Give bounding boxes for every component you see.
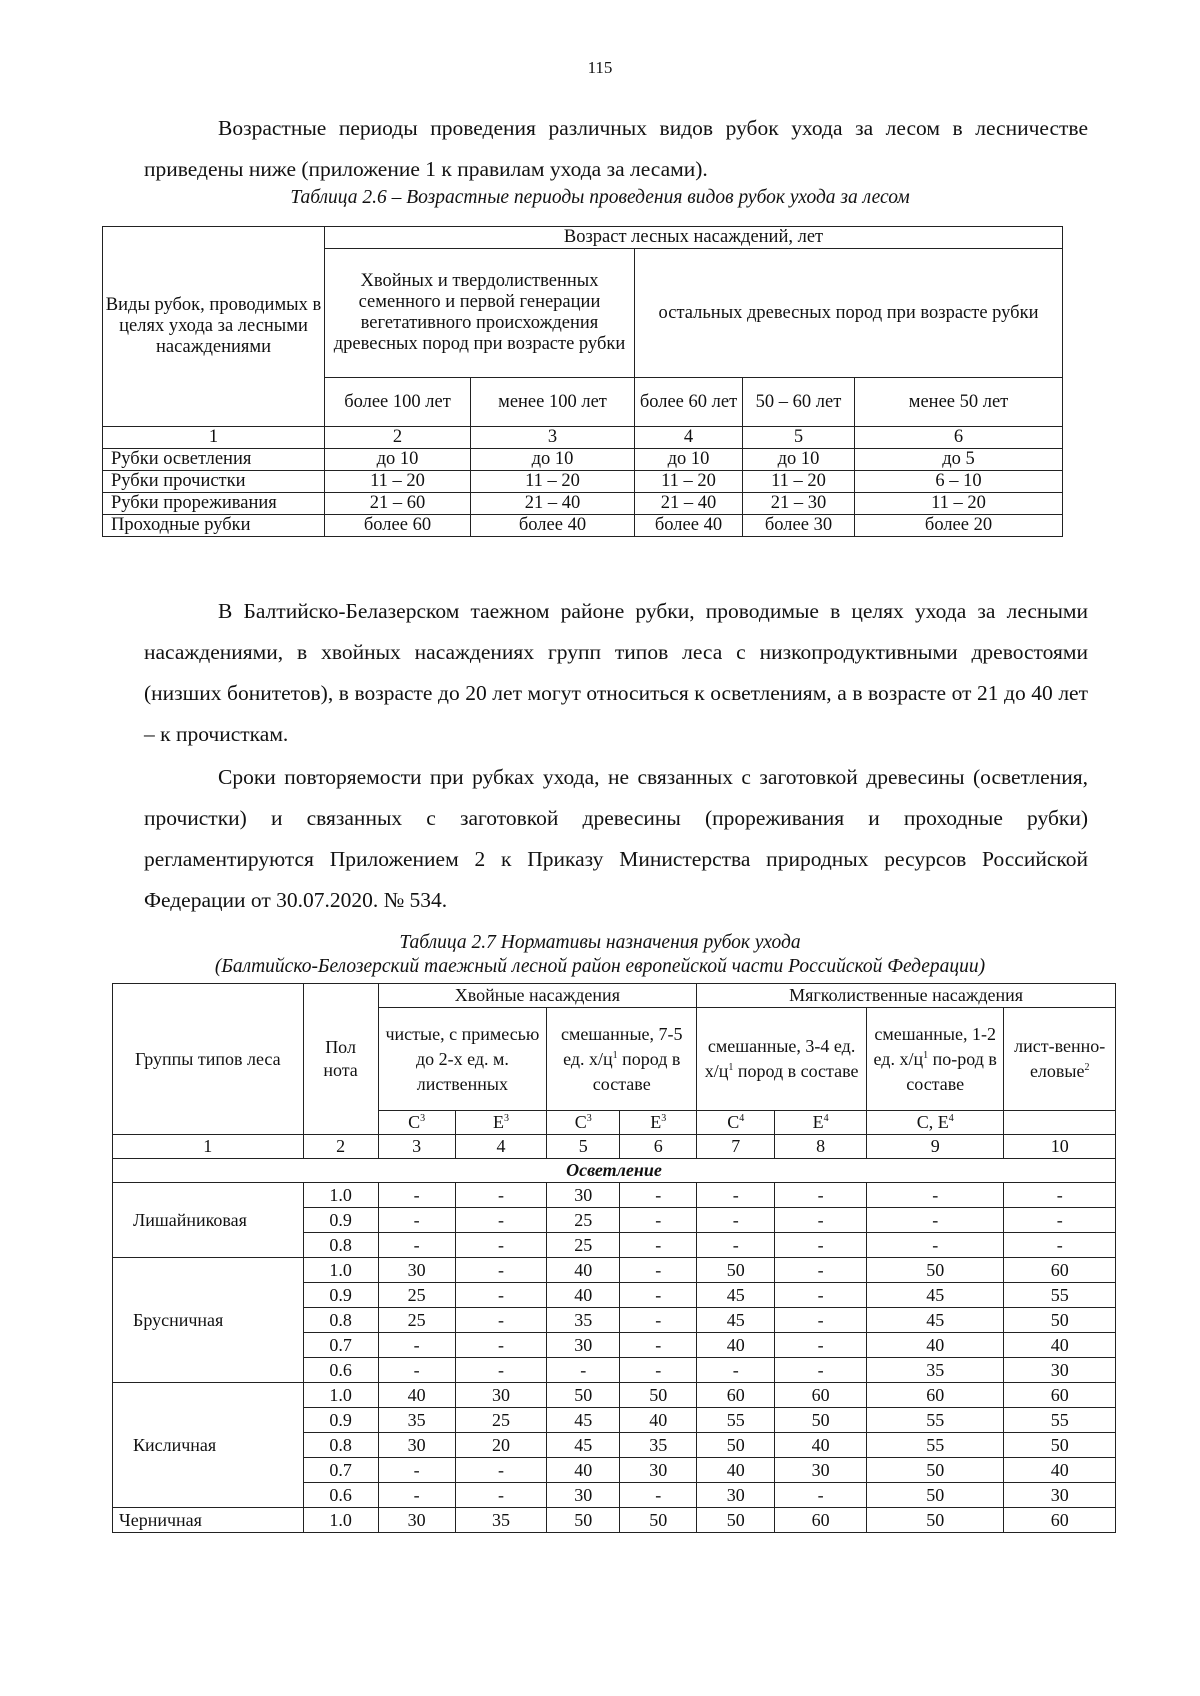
superscript: 3	[586, 1113, 592, 1124]
t27-sub-mixed-1-2-text: смешанные, 1-2 ед. х/ц	[873, 1023, 996, 1069]
t27-density: 1.0	[303, 1258, 378, 1283]
t26-cell: 11 – 20	[855, 493, 1063, 515]
t27-col-number: 9	[866, 1135, 1003, 1159]
t26-cell: 11 – 20	[325, 471, 471, 493]
t27-cell: -	[620, 1183, 697, 1208]
t27-cell: 55	[1004, 1408, 1116, 1433]
t27-cell: -	[620, 1308, 697, 1333]
t27-col-number: 4	[455, 1135, 547, 1159]
table-row	[103, 493, 1063, 515]
t27-cell: 25	[547, 1208, 620, 1233]
t27-density: 0.9	[303, 1283, 378, 1308]
t27-cell: -	[378, 1208, 455, 1233]
t27-cell: -	[1004, 1208, 1116, 1233]
t27-cell: 50	[697, 1433, 775, 1458]
t27-col-number: 10	[1004, 1135, 1116, 1159]
t27-cell: -	[378, 1183, 455, 1208]
superscript: 3	[503, 1113, 509, 1124]
t27-cell: -	[378, 1333, 455, 1358]
t27-cell: 30	[547, 1183, 620, 1208]
t27-cell: 25	[547, 1233, 620, 1258]
t27-cell: 45	[547, 1408, 620, 1433]
t27-cell: 35	[866, 1358, 1003, 1383]
region-text: В Балтийско-Белазерском таежном районе рубки, проводимые в целях ухода за лесными насаждениями, в хвойных насаждениях групп типов леса с низкопродуктивными древостоями (низших бонитетов), в возрасте до 20 лет могут относиться к осветлениям, а в возрасте от 21 до 40 лет – к прочисткам.	[144, 599, 1088, 746]
t27-cell: 45	[547, 1433, 620, 1458]
t27-group-name: Брусничная	[113, 1258, 304, 1383]
t27-cell: -	[775, 1283, 867, 1308]
superscript: 4	[823, 1113, 829, 1124]
t27-cell: 20	[455, 1433, 547, 1458]
t26-cell: 21 – 40	[635, 493, 743, 515]
t27-cell: -	[866, 1233, 1003, 1258]
code-letter: Е	[650, 1112, 662, 1132]
t27-sub-mixed-3-4-text: смешанные, 3-4 ед. х/ц	[704, 1036, 856, 1081]
t27-cell: 30	[547, 1483, 620, 1508]
t26-col-number: 3	[471, 427, 635, 449]
t27-cell: -	[455, 1483, 547, 1508]
t27-cell: -	[455, 1258, 547, 1283]
t27-cell: 40	[697, 1333, 775, 1358]
table-row	[113, 1258, 1116, 1283]
t27-cell: -	[378, 1233, 455, 1258]
t27-cell: 25	[378, 1308, 455, 1333]
t26-row-name: Проходные рубки	[103, 515, 325, 537]
t27-density: 0.8	[303, 1233, 378, 1258]
t27-density: 0.7	[303, 1333, 378, 1358]
t26-col-numbers	[103, 427, 1063, 449]
table-row	[113, 1508, 1116, 1533]
t27-cell: 40	[547, 1458, 620, 1483]
t26-header-age: Возраст лесных насаждений, лет	[325, 227, 1063, 249]
superscript: 1	[923, 1049, 929, 1061]
t27-cell: 45	[866, 1308, 1003, 1333]
t26-header-conifer: Хвойных и твердолиственных семенного и первой генерации вегетативного происхождения древесных пород при возрасте рубки	[325, 249, 635, 378]
t27-cell: 30	[1004, 1358, 1116, 1383]
t27-cell: 45	[697, 1283, 775, 1308]
t27-sub-pure: чистые, с примесью до 2-х ед. м. лиственных	[378, 1008, 547, 1111]
t27-cell: -	[697, 1183, 775, 1208]
t27-cell: -	[775, 1233, 867, 1258]
t26-cell: 6 – 10	[855, 471, 1063, 493]
t27-cell: -	[620, 1258, 697, 1283]
t27-section-title: Осветление	[113, 1159, 1116, 1183]
t27-cell: -	[775, 1208, 867, 1233]
t27-cell: -	[455, 1208, 547, 1233]
t27-sub-mixed-1-2	[866, 1008, 1003, 1111]
t26-sub-header: более 100 лет	[325, 378, 471, 427]
t27-sub-mixed-3-4-tail: пород в составе	[737, 1061, 859, 1081]
t26-col-number: 2	[325, 427, 471, 449]
t27-cell: -	[697, 1208, 775, 1233]
superscript: 1	[612, 1049, 618, 1061]
t27-col-number: 2	[303, 1135, 378, 1159]
t27-cell: 40	[697, 1458, 775, 1483]
t27-sub-mixed-7-5-tail: пород в составе	[592, 1048, 681, 1094]
t27-cell: -	[455, 1233, 547, 1258]
superscript: 3	[661, 1113, 667, 1124]
t27-cell: 40	[378, 1383, 455, 1408]
t27-cell: 30	[378, 1433, 455, 1458]
t27-cell: 40	[1004, 1458, 1116, 1483]
t27-cell: 50	[866, 1258, 1003, 1283]
t27-cell: 55	[866, 1433, 1003, 1458]
t27-cell: -	[697, 1358, 775, 1383]
t27-density: 0.9	[303, 1208, 378, 1233]
t27-cell: 40	[547, 1258, 620, 1283]
t27-group-name: Черничная	[113, 1508, 304, 1533]
t27-header-density: Пол нота	[303, 984, 378, 1135]
t27-cell: -	[455, 1358, 547, 1383]
t27-col-number: 8	[775, 1135, 867, 1159]
t27-cell: 25	[455, 1408, 547, 1433]
t27-header-conifer: Хвойные насаждения	[378, 984, 697, 1008]
t27-cell: -	[775, 1483, 867, 1508]
superscript: 1	[728, 1062, 734, 1073]
t27-cell: -	[620, 1358, 697, 1383]
code-letter: Е	[812, 1112, 824, 1132]
table-2-7	[112, 983, 1116, 1533]
t26-cell: 11 – 20	[635, 471, 743, 493]
t27-cell: 50	[697, 1258, 775, 1283]
t26-row-name: Рубки осветления	[103, 449, 325, 471]
t27-density: 1.0	[303, 1183, 378, 1208]
region-paragraph	[144, 591, 1088, 755]
t27-density: 1.0	[303, 1508, 378, 1533]
t27-cell: -	[378, 1458, 455, 1483]
t27-cell: 30	[1004, 1483, 1116, 1508]
terms-text: Сроки повторяемости при рубках ухода, не связанных с заготовкой древесины (осветления, прочистки) и связанных с заготовкой древесины (прореживания и проходные рубки) регламентируются Приложением 2 к Приказу Министерства природных ресурсов Российской Федерации от 30.07.2020. № 534.	[144, 765, 1088, 912]
t26-cell: более 40	[635, 515, 743, 537]
t27-code	[866, 1111, 1003, 1135]
t27-cell: -	[775, 1308, 867, 1333]
table-row	[103, 449, 1063, 471]
t26-header-type: Виды рубок, проводимых в целях ухода за лесными насаждениями	[103, 227, 325, 427]
t26-sub-header: 50 – 60 лет	[743, 378, 855, 427]
t27-cell: -	[775, 1258, 867, 1283]
t27-cell: 40	[620, 1408, 697, 1433]
table-2-6-caption: Таблица 2.6 – Возрастные периоды проведения видов рубок ухода за лесом	[290, 187, 910, 208]
t27-cell: -	[775, 1333, 867, 1358]
t27-cell: 40	[775, 1433, 867, 1458]
t27-code	[378, 1111, 455, 1135]
t27-cell: 50	[775, 1408, 867, 1433]
t26-col-number: 4	[635, 427, 743, 449]
t27-cell: 50	[620, 1383, 697, 1408]
t26-sub-header: менее 100 лет	[471, 378, 635, 427]
t27-cell: 40	[1004, 1333, 1116, 1358]
table-row	[113, 1383, 1116, 1408]
t26-cell: до 10	[325, 449, 471, 471]
t27-cell: -	[866, 1183, 1003, 1208]
t27-code	[775, 1111, 867, 1135]
terms-paragraph	[144, 757, 1088, 921]
t27-header-group: Группы типов леса	[113, 984, 304, 1135]
t27-cell: -	[620, 1283, 697, 1308]
t27-cell: 55	[1004, 1283, 1116, 1308]
intro-paragraph	[144, 108, 1088, 190]
table-row	[103, 471, 1063, 493]
t26-sub-header: менее 50 лет	[855, 378, 1063, 427]
t27-cell: -	[620, 1483, 697, 1508]
t27-cell: 30	[378, 1258, 455, 1283]
t27-cell: -	[455, 1183, 547, 1208]
t27-sub-deciduous-spruce	[1004, 1008, 1116, 1111]
t27-cell: 55	[866, 1408, 1003, 1433]
t27-cell: -	[620, 1208, 697, 1233]
superscript: 3	[420, 1113, 426, 1124]
t27-col-number: 6	[620, 1135, 697, 1159]
t26-cell: 11 – 20	[743, 471, 855, 493]
t26-cell: 21 – 40	[471, 493, 635, 515]
t26-row-name: Рубки прочистки	[103, 471, 325, 493]
t27-group-name: Кисличная	[113, 1383, 304, 1508]
t27-density: 0.6	[303, 1483, 378, 1508]
t26-cell: 11 – 20	[471, 471, 635, 493]
t27-cell: 50	[547, 1508, 620, 1533]
t27-sub-mixed-7-5	[547, 1008, 697, 1111]
t27-cell: -	[697, 1233, 775, 1258]
t27-sub-deciduous-spruce-text: лист-венно-еловые	[1014, 1036, 1106, 1081]
t27-density: 1.0	[303, 1383, 378, 1408]
t27-col-number: 1	[113, 1135, 304, 1159]
t27-cell: 50	[866, 1458, 1003, 1483]
t27-sub-mixed-7-5-text: смешанные, 7-5 ед. х/ц	[560, 1023, 683, 1069]
t27-cell: 30	[620, 1458, 697, 1483]
t26-cell: более 30	[743, 515, 855, 537]
t27-cell: 35	[620, 1433, 697, 1458]
t27-cell: 60	[1004, 1258, 1116, 1283]
t27-cell: -	[547, 1358, 620, 1383]
t27-cell: 60	[866, 1383, 1003, 1408]
t27-col-number: 5	[547, 1135, 620, 1159]
t26-col-number: 6	[855, 427, 1063, 449]
t27-cell: 55	[697, 1408, 775, 1433]
t27-sub-mixed-1-2-tail: по-род в составе	[906, 1048, 997, 1094]
table-2-7-caption	[100, 931, 1100, 979]
t27-cell: 35	[547, 1308, 620, 1333]
t27-cell: -	[455, 1308, 547, 1333]
t26-cell: более 40	[471, 515, 635, 537]
t27-cell: 25	[378, 1283, 455, 1308]
t27-code	[455, 1111, 547, 1135]
page-number: 115	[587, 58, 613, 77]
t27-code	[620, 1111, 697, 1135]
code-letter: С	[574, 1112, 587, 1132]
t27-cell: 30	[775, 1458, 867, 1483]
t27-cell: 45	[697, 1308, 775, 1333]
t27-density: 0.6	[303, 1358, 378, 1383]
t27-cell: 60	[775, 1383, 867, 1408]
t26-cell: до 5	[855, 449, 1063, 471]
t27-cell: 40	[547, 1283, 620, 1308]
t26-cell: 21 – 60	[325, 493, 471, 515]
code-letter: Е	[492, 1112, 504, 1132]
t26-sub-header: более 60 лет	[635, 378, 743, 427]
t27-cell: -	[775, 1183, 867, 1208]
t27-cell: -	[620, 1333, 697, 1358]
t27-body	[113, 1183, 1116, 1533]
t26-cell: 21 – 30	[743, 493, 855, 515]
t27-col-number: 3	[378, 1135, 455, 1159]
t27-cell: -	[1004, 1233, 1116, 1258]
t27-cell: -	[455, 1333, 547, 1358]
t27-cell: 45	[866, 1283, 1003, 1308]
t27-cell: -	[378, 1483, 455, 1508]
t27-header-softwood: Мягколиственные насаждения	[697, 984, 1116, 1008]
t27-cell: -	[1004, 1183, 1116, 1208]
table-row	[103, 515, 1063, 537]
t27-cell: 50	[866, 1483, 1003, 1508]
t27-col-number: 7	[697, 1135, 775, 1159]
t26-col-number: 1	[103, 427, 325, 449]
t27-caption-line1: Таблица 2.7 Нормативы назначения рубок ухода	[399, 932, 801, 953]
t27-cell: 60	[697, 1383, 775, 1408]
t27-cell: 60	[1004, 1508, 1116, 1533]
t27-cell: -	[455, 1458, 547, 1483]
table-2-6	[102, 226, 1063, 537]
t27-group-name: Лишайниковая	[113, 1183, 304, 1258]
t27-cell: -	[455, 1283, 547, 1308]
t27-col-numbers	[113, 1135, 1116, 1159]
t26-cell: более 60	[325, 515, 471, 537]
t27-cell: 50	[1004, 1433, 1116, 1458]
t27-cell: 30	[378, 1508, 455, 1533]
t27-code	[697, 1111, 775, 1135]
t26-header-other: остальных древесных пород при возрасте рубки	[635, 249, 1063, 378]
superscript: 4	[739, 1113, 745, 1124]
t26-row-name: Рубки прореживания	[103, 493, 325, 515]
t26-cell: до 10	[635, 449, 743, 471]
code-letter: С	[408, 1112, 421, 1132]
t27-cell: 35	[455, 1508, 547, 1533]
t27-cell: 40	[866, 1333, 1003, 1358]
t27-code	[547, 1111, 620, 1135]
t27-cell: 50	[1004, 1308, 1116, 1333]
code-letter: С, Е	[916, 1112, 949, 1132]
t27-cell: -	[866, 1208, 1003, 1233]
t27-cell: 30	[455, 1383, 547, 1408]
t27-cell: 60	[775, 1508, 867, 1533]
t26-cell: более 20	[855, 515, 1063, 537]
t27-cell: 60	[1004, 1383, 1116, 1408]
t27-caption-line2: (Балтийско-Белозерский таежный лесной район европейской части Российской Федерации)	[214, 956, 986, 977]
superscript: 2	[1084, 1062, 1090, 1073]
t27-cell: -	[775, 1358, 867, 1383]
t27-cell: 30	[697, 1483, 775, 1508]
t27-density: 0.9	[303, 1408, 378, 1433]
t27-cell: 50	[620, 1508, 697, 1533]
t27-cell: -	[620, 1233, 697, 1258]
t26-cell: до 10	[471, 449, 635, 471]
t26-col-number: 5	[743, 427, 855, 449]
t27-cell: -	[378, 1358, 455, 1383]
t27-cell: 35	[378, 1408, 455, 1433]
code-letter: С	[727, 1112, 740, 1132]
table-row	[113, 1183, 1116, 1208]
t27-density: 0.7	[303, 1458, 378, 1483]
t27-cell: 50	[697, 1508, 775, 1533]
t27-cell: 50	[866, 1508, 1003, 1533]
t27-code-empty	[1004, 1111, 1116, 1135]
t27-cell: 30	[547, 1333, 620, 1358]
superscript: 4	[948, 1113, 954, 1124]
t27-cell: 50	[547, 1383, 620, 1408]
t26-cell: до 10	[743, 449, 855, 471]
intro-text: Возрастные периоды проведения различных видов рубок ухода за лесом в лесничестве приведены ниже (приложение 1 к правилам ухода за лесами).	[144, 116, 1088, 181]
t27-sub-mixed-3-4	[697, 1008, 867, 1111]
t27-density: 0.8	[303, 1433, 378, 1458]
t27-density: 0.8	[303, 1308, 378, 1333]
